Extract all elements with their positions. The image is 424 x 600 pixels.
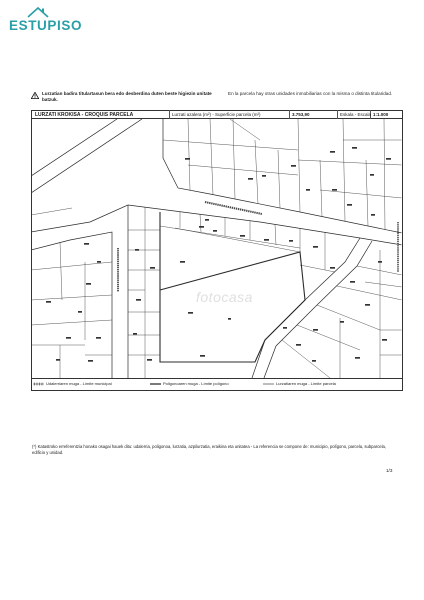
legend-label: Udalerriaren muga - Límite municipal: [46, 381, 112, 386]
notice-text-spanish: En la parcela hay otras unidades inmobiliarias con la misma o distinta titularidad.: [228, 91, 393, 96]
scale-label: Eskala - Escala: [340, 112, 372, 117]
legend-item-parcel: [263, 381, 373, 387]
scale-value: 1:1.000: [373, 112, 389, 117]
page-number: 1/3: [386, 468, 393, 473]
title-bar-divider: [289, 110, 290, 119]
brand-logo: ESTUPISO: [9, 18, 83, 33]
thick-line-icon: [150, 382, 161, 386]
legend-item-municipal: [33, 381, 143, 387]
thin-line-icon: [263, 382, 274, 386]
legend-label: Poligonoaren muga - Límite polígono: [163, 381, 229, 386]
title-bar-divider: [337, 110, 338, 119]
title-bar-divider: [169, 110, 170, 119]
notice-text-basque: Lurzatian badira titulartasun bera edo desberdina duten beste higiezin unitate batzuk.: [42, 91, 212, 102]
legend-item-polygon: [150, 381, 260, 387]
legend-divider: [31, 378, 402, 379]
parcel-area-value: 3.753,90: [292, 112, 310, 117]
croquis-title: LURZATI KROKISA - CROQUIS PARCELA: [35, 111, 134, 118]
reference-footnote: (*) Katastroko erreferentzia honako osagai hauek ditu: udalerria, poligonoa, lurzatia, azpilurzatia, eraikina eta unitatea - La referencia se compone de: municipio, polígono, parcela, subparcela, edificio y unidad.: [32, 444, 387, 456]
croquis-frame: [31, 110, 403, 391]
legend-label: Lurzatiaren muga - Límite parcela: [276, 381, 336, 386]
cross-line-icon: [33, 382, 44, 386]
watermark: fotocasa: [196, 289, 253, 305]
parcel-area-label: Lurzati azalera (m²) - Superficie parcela (m²): [172, 112, 261, 117]
